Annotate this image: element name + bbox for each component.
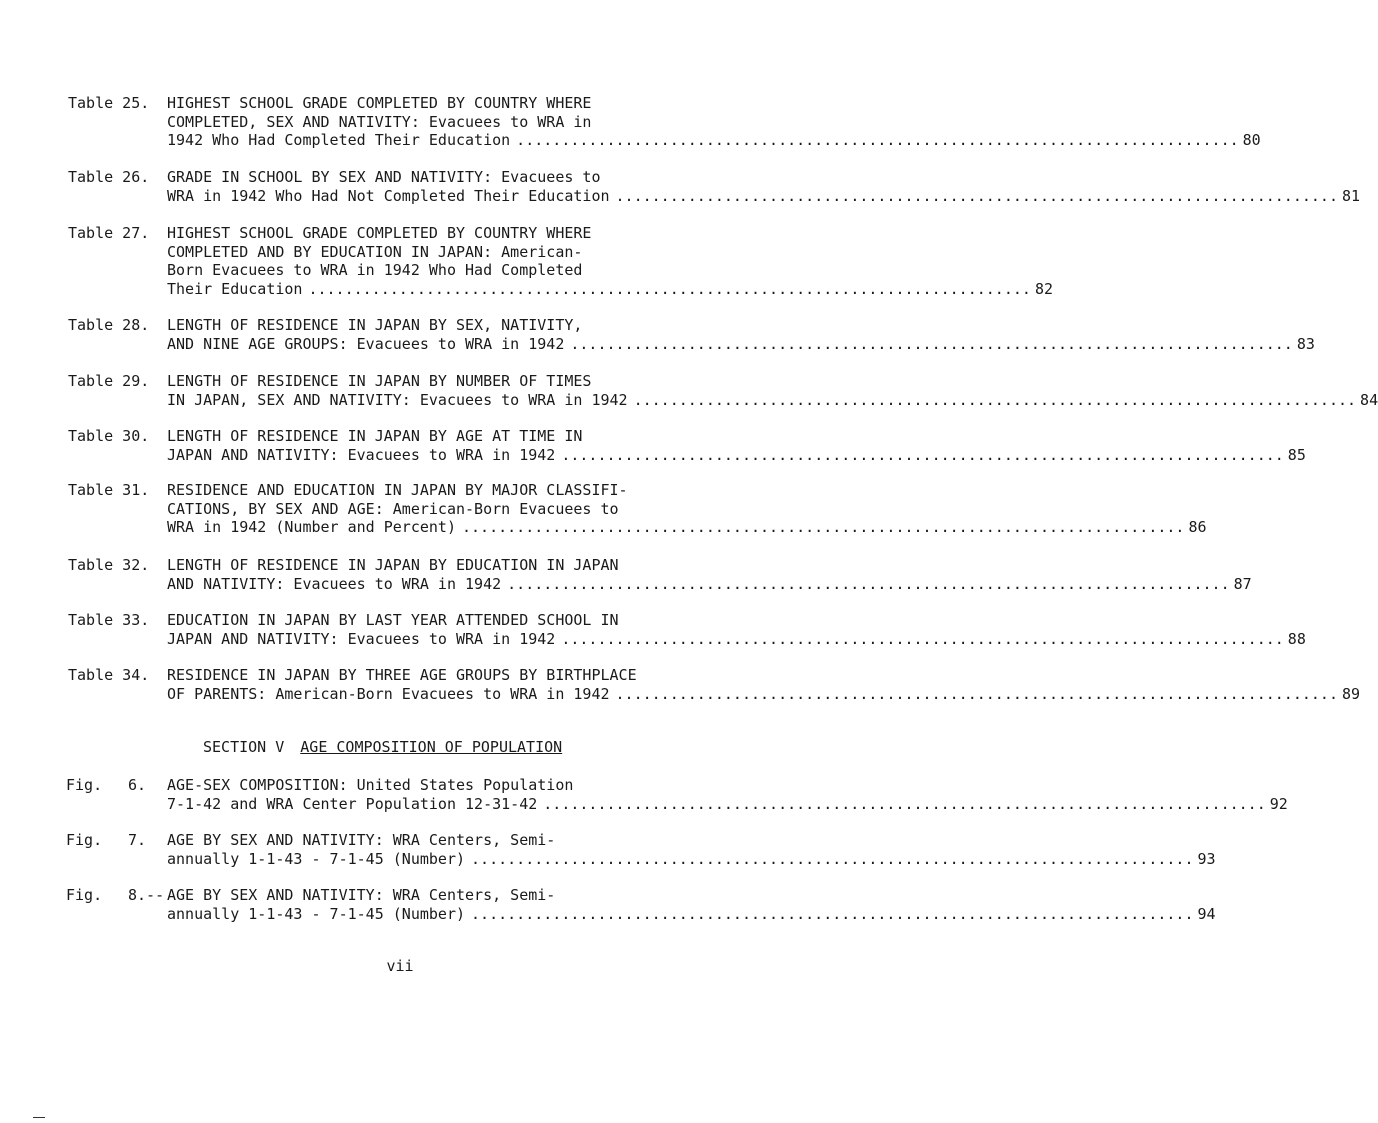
table-label: Table 30. (68, 427, 150, 445)
leader-dots: ................................................................................ (543, 794, 1266, 813)
title-line: COMPLETED AND BY EDUCATION IN JAPAN: American- (167, 242, 583, 261)
title-line: LENGTH OF RESIDENCE IN JAPAN BY NUMBER OF TIMES (167, 372, 592, 390)
page-ref: 93 (1197, 849, 1216, 868)
title-line: AGE-SEX COMPOSITION: United States Population (167, 776, 574, 794)
table-label: Table 33. (68, 611, 150, 629)
entry-title (167, 316, 1315, 353)
entry-title (167, 94, 1261, 150)
page-ref: 89 (1341, 684, 1361, 703)
page-ref: 87 (1233, 574, 1252, 593)
leader-dots: ................................................................................ (561, 445, 1284, 464)
page-ref: 94 (1197, 904, 1216, 923)
title-line: 1942 Who Had Completed Their Education (167, 131, 511, 149)
title-line: 7-1-42 and WRA Center Population 12-31-42 (167, 794, 538, 813)
page-ref: 81 (1341, 186, 1361, 205)
entry-title (167, 776, 1288, 813)
title-line: annually 1-1-43 - 7-1-45 (Number) (167, 849, 466, 868)
figure-number: 8.-- (128, 886, 165, 904)
page-ref: 92 (1269, 794, 1288, 813)
figure-number: 6. (128, 776, 147, 794)
title-line: AND NINE AGE GROUPS: Evacuees to WRA in 1942 (167, 334, 565, 353)
title-line: LENGTH OF RESIDENCE IN JAPAN BY EDUCATION IN JAPAN (167, 556, 619, 574)
scan-mark (33, 1117, 45, 1118)
table-label: Table 27. (68, 224, 150, 242)
entry-title (167, 831, 1216, 868)
title-line: WRA in 1942 Who Had Not Completed Their Education (167, 186, 610, 205)
title-line: WRA in 1942 (Number and Percent) (167, 518, 456, 536)
figure-number: 7. (128, 831, 147, 849)
leader-dots: ................................................................................ (561, 629, 1284, 648)
leader-dots: ................................................................................ (471, 849, 1194, 868)
entry-title (167, 666, 1361, 703)
section-title: AGE COMPOSITION OF POPULATION (300, 738, 563, 756)
title-line: JAPAN AND NATIVITY: Evacuees to WRA in 1942 (167, 445, 556, 464)
leader-dots: ................................................................................ (516, 131, 1239, 149)
title-line: JAPAN AND NATIVITY: Evacuees to WRA in 1942 (167, 629, 556, 648)
page-ref: 83 (1296, 334, 1315, 353)
title-line: COMPLETED, SEX AND NATIVITY: Evacuees to WRA in (167, 112, 592, 131)
leader-dots: ................................................................................ (461, 518, 1185, 536)
entry-title (167, 372, 1378, 409)
figure-label: Fig. (66, 886, 103, 904)
title-line: AGE BY SEX AND NATIVITY: WRA Centers, Semi- (167, 831, 556, 849)
leader-dots: ................................................................................ (507, 574, 1230, 593)
entry-title (167, 481, 1207, 537)
section-number: SECTION V (203, 738, 285, 756)
table-label: Table 31. (68, 481, 150, 499)
title-line: RESIDENCE AND EDUCATION IN JAPAN BY MAJOR CLASSIFI- (167, 481, 628, 499)
title-line: LENGTH OF RESIDENCE IN JAPAN BY SEX, NATIVITY, (167, 316, 583, 334)
title-line: OF PARENTS: American-Born Evacuees to WRA in 1942 (167, 684, 610, 703)
title-line: Born Evacuees to WRA in 1942 Who Had Completed (167, 261, 583, 279)
figure-label: Fig. (66, 831, 103, 849)
title-line: IN JAPAN, SEX AND NATIVITY: Evacuees to WRA in 1942 (167, 390, 628, 409)
page-ref: 84 (1360, 390, 1378, 409)
table-label: Table 26. (68, 168, 150, 186)
table-label: Table 25. (68, 94, 150, 112)
entry-title (167, 427, 1306, 464)
section-heading (203, 738, 562, 757)
table-label: Table 29. (68, 372, 150, 390)
entry-title (167, 611, 1306, 648)
page-ref: 88 (1287, 629, 1306, 648)
title-line: HIGHEST SCHOOL GRADE COMPLETED BY COUNTRY WHERE (167, 224, 592, 242)
table-label: Table 34. (68, 666, 150, 684)
entry-title (167, 886, 1216, 923)
title-line: EDUCATION IN JAPAN BY LAST YEAR ATTENDED SCHOOL IN (167, 611, 619, 629)
entry-title (167, 168, 1361, 205)
page-ref: 82 (1034, 279, 1053, 298)
page-ref: 86 (1188, 518, 1207, 536)
page-number: vii (386, 957, 414, 975)
entry-title (167, 556, 1252, 593)
page-ref: 85 (1287, 445, 1306, 464)
entry-title (167, 224, 1053, 298)
title-line: annually 1-1-43 - 7-1-45 (Number) (167, 904, 466, 923)
leader-dots: ................................................................................ (615, 684, 1338, 703)
table-label: Table 28. (68, 316, 150, 334)
title-line: RESIDENCE IN JAPAN BY THREE AGE GROUPS BY BIRTHPLACE (167, 666, 637, 684)
table-label: Table 32. (68, 556, 150, 574)
page-ref: 80 (1242, 131, 1261, 149)
leader-dots: ................................................................................ (633, 390, 1357, 409)
title-line: AGE BY SEX AND NATIVITY: WRA Centers, Semi- (167, 886, 556, 904)
leader-dots: ................................................................................ (471, 904, 1194, 923)
leader-dots: ................................................................................ (308, 279, 1031, 298)
title-line: CATIONS, BY SEX AND AGE: American-Born Evacuees to (167, 499, 619, 518)
title-line: AND NATIVITY: Evacuees to WRA in 1942 (167, 574, 502, 593)
leader-dots: ................................................................................ (615, 186, 1338, 205)
figure-label: Fig. (66, 776, 103, 794)
title-line: HIGHEST SCHOOL GRADE COMPLETED BY COUNTRY WHERE (167, 94, 592, 112)
leader-dots: ................................................................................ (570, 334, 1293, 353)
title-line: LENGTH OF RESIDENCE IN JAPAN BY AGE AT TIME IN (167, 427, 583, 445)
title-line: Their Education (167, 279, 303, 298)
title-line: GRADE IN SCHOOL BY SEX AND NATIVITY: Evacuees to (167, 168, 601, 186)
